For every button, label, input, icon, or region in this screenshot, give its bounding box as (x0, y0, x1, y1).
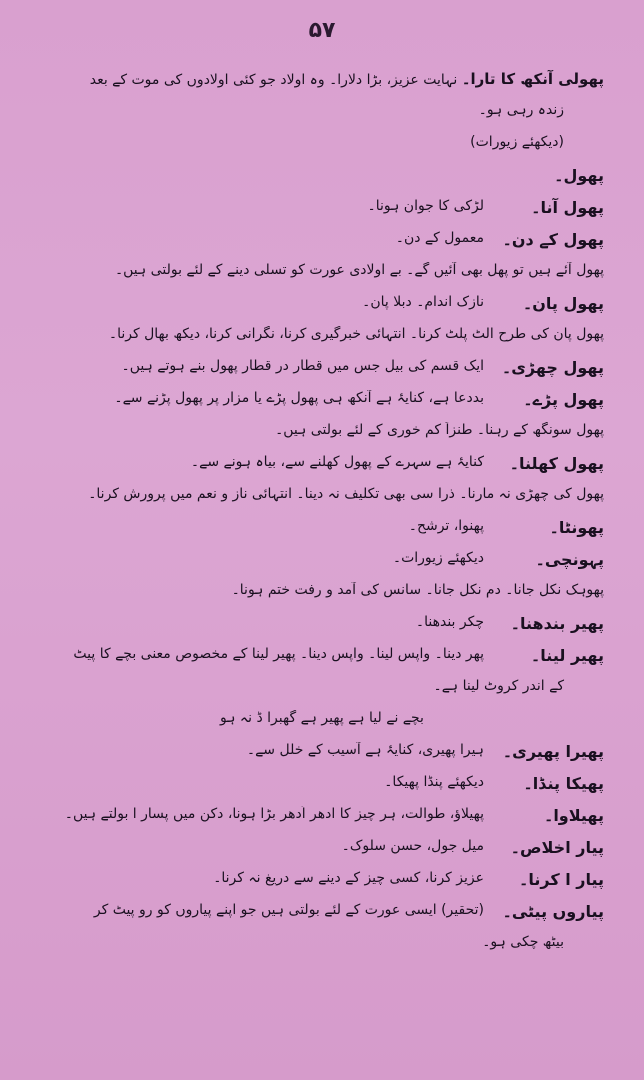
entry-headword: پیار اخلاص۔ (510, 838, 604, 857)
entry-definition: پھول آئے ہیں تو پھل بھی آئیں گے۔ بے اولادی عورت کو تسلی دینے کے لئے بولتی ہیں۔ (114, 262, 604, 278)
entry-headword: پیار ا کرنا۔ (518, 870, 604, 889)
entry-definition: پھر دینا۔ واپس لینا۔ واپس دینا۔ پھیر لینا کے مخصوص معنی بچے کا پیٹ (73, 646, 484, 662)
dictionary-entry (0, 198, 644, 228)
entry-headword: پھول کھلنا۔ (509, 454, 604, 473)
entry-definition: پھوہک نکل جانا۔ دم نکل جانا۔ سانس کی آمد و رفت ختم ہونا۔ (231, 582, 604, 598)
entry-headword: پھول آنا۔ (531, 198, 604, 217)
dictionary-entry (0, 742, 644, 772)
dictionary-entry (0, 358, 644, 388)
entry-headword: پھیر بندھنا۔ (510, 614, 604, 633)
dictionary-entry-inline (0, 422, 644, 452)
entry-headword: پھیلاوا۔ (543, 806, 604, 825)
dictionary-entry (0, 294, 644, 324)
entry-definition: چکر بندھنا۔ (415, 614, 484, 630)
entry-definition: پھول کی چھڑی نہ مارنا۔ ذرا سی بھی تکلیف نہ دینا۔ انتہائی ناز و نعم میں پرورش کرنا۔ (88, 486, 604, 502)
dictionary-entry (0, 774, 644, 804)
entry-definition: کنایۂ ہے سہرے کے پھول کھلنے سے، بیاہ ہونے سے۔ (190, 454, 484, 470)
dictionary-entry (0, 230, 644, 260)
dictionary-entry-inline (0, 582, 644, 612)
dictionary-entry-inline (0, 326, 644, 356)
dictionary-entry (0, 166, 644, 196)
entry-headword: پھول پان۔ (522, 294, 604, 313)
continuation-line: (دیکھئے زیورات) (470, 134, 564, 150)
dictionary-entry (0, 870, 644, 900)
entry-headword: پھولی آنکھ کا تارا۔ (461, 70, 604, 88)
continuation-line: کے اندر کروٹ لینا ہے۔ (433, 678, 564, 694)
entry-definition: ہیرا پھیری، کنایۂ ہے آسیب کے خلل سے۔ (246, 742, 484, 758)
entry-definition: عزیز کرنا، کسی چیز کے دینے سے دریغ نہ کرنا۔ (213, 870, 484, 886)
entry-headword: پھیرا پھیری۔ (502, 742, 604, 761)
dictionary-entry (0, 518, 644, 548)
entry-definition: دیکھئے زیورات۔ (392, 550, 484, 566)
dictionary-entry (0, 390, 644, 420)
entries-list (0, 70, 644, 966)
dictionary-entry (0, 806, 644, 836)
entry-headword: پھول پڑے۔ (523, 390, 604, 409)
entry-definition: پھنوا، ترشح۔ (408, 518, 484, 534)
entry-definition: نازک اندام۔ دبلا پان۔ (362, 294, 484, 310)
continuation-line: زندہ رہی ہو۔ (478, 102, 564, 118)
entry-definition: ایک قسم کی بیل جس میں قطار در قطار پھول بنے ہوتے ہیں۔ (121, 358, 484, 374)
dictionary-entry (0, 838, 644, 868)
entry-headword: پھونٹا۔ (549, 518, 604, 537)
entry-headword: پھول۔ (554, 166, 604, 185)
entry-definition: پھیلاؤ، طوالت، ہر چیز کا ادھر اُدھر بڑا ہونا، دکن میں پسار ا بولتے ہیں۔ (64, 806, 484, 822)
page-number: ۵۷ (308, 18, 336, 43)
entry-headword: پیاروں پیٹی۔ (502, 902, 604, 921)
quoted-verse: بچے نے لیا ہے پھیر ہے گھبرا ڈ نہ ہو (220, 710, 424, 726)
entry-definition: لڑکی کا جوان ہونا۔ (367, 198, 484, 214)
dictionary-entry-inline (0, 70, 644, 100)
entry-definition: (تحقیر) ایسی عورت کے لئے بولتی ہیں جو اپنے پیاروں کو رو پیٹ کر (93, 902, 484, 918)
dictionary-entry (0, 902, 644, 932)
entry-headword: پھیر لینا۔ (530, 646, 604, 665)
entry-definition: دیکھئے پنڈا پھیکا۔ (384, 774, 484, 790)
entry-definition: بددعا ہے، کنایۂ ہے آنکھ ہی پھول پڑے یا مزار پر پھول پڑنے سے۔ (114, 390, 484, 406)
entry-definition: معمول کے دن۔ (395, 230, 484, 246)
entry-headword: پھول کے دن۔ (502, 230, 604, 249)
entry-definition: پھول پان کی طرح الٹ پلٹ کرنا۔ انتہائی خبرگیری کرنا، نگرانی کرنا، دیکھ بھال کرنا۔ (108, 326, 604, 342)
entry-definition: نہایت عزیز، بڑا دلارا۔ وہ اولاد جو کئی اولادوں کی موت کے بعد (89, 72, 458, 88)
dictionary-entry (0, 614, 644, 644)
entry-definition: میل جول، حسن سلوک۔ (341, 838, 484, 854)
entry-headword: پھیکا پنڈا۔ (523, 774, 604, 793)
dictionary-entry (0, 550, 644, 580)
continuation-line: بیٹھ چکی ہو۔ (482, 934, 564, 950)
dictionary-entry (0, 454, 644, 484)
dictionary-entry-inline (0, 486, 644, 516)
entry-definition: پھول سونگھ کے رہنا۔ طنزاً کم خوری کے لئے بولتی ہیں۔ (275, 422, 604, 438)
dictionary-entry-inline (0, 262, 644, 292)
entry-headword: پہونچی۔ (535, 550, 604, 569)
entry-headword: پھول چھڑی۔ (501, 358, 604, 377)
dictionary-entry (0, 646, 644, 676)
